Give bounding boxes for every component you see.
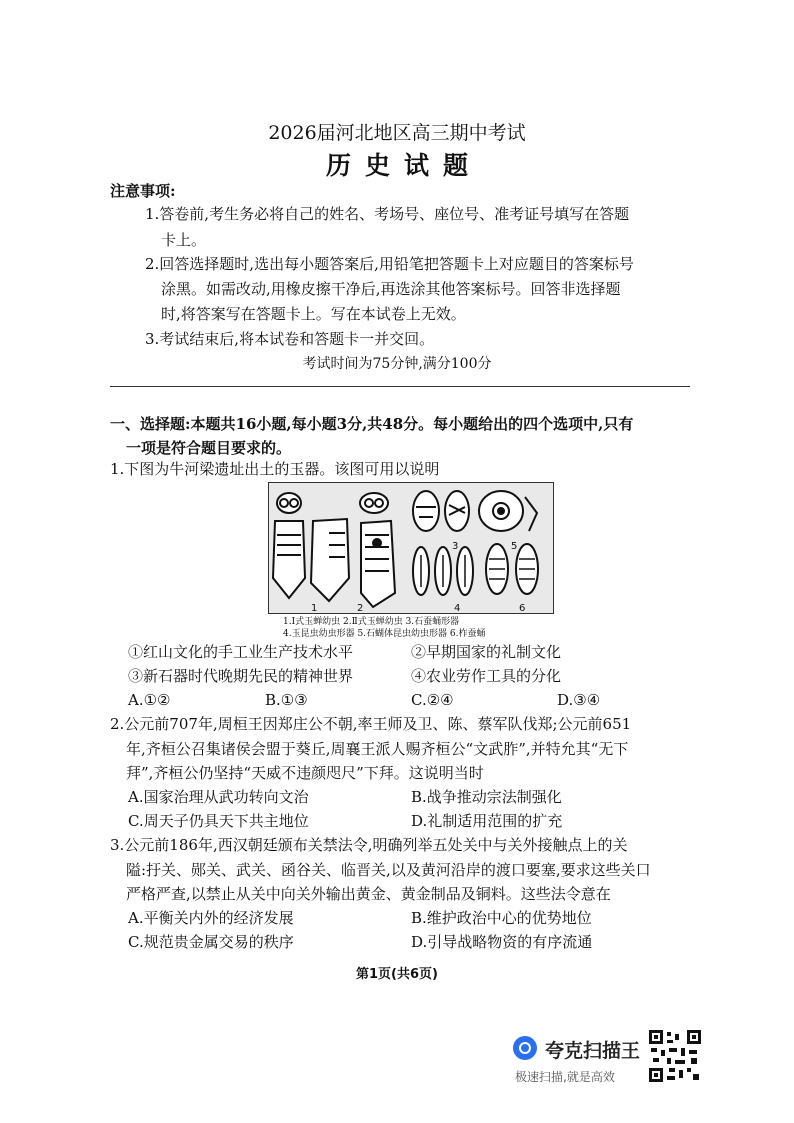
statement: ①红山文化的手工业生产技术水平 bbox=[128, 643, 354, 661]
figure-number: 3 bbox=[452, 541, 459, 552]
question-1-stem: 1.下图为牛河梁遗址出土的玉器。该图可用以说明 bbox=[110, 460, 440, 478]
question-3-stem: 3.公元前186年,西汉朝廷颁布关禁法令,明确列举五处关中与关外接触点上的关 bbox=[110, 836, 628, 854]
watermark-slogan: 极速扫描,就是高效 bbox=[515, 1070, 615, 1084]
figure-number: 1 bbox=[311, 603, 318, 613]
option-d: D.礼制适用范围的扩充 bbox=[411, 812, 563, 830]
notice-line: 3.考试结束后,将本试卷和答题卡一并交回。 bbox=[145, 330, 435, 348]
jade-artifacts-drawing bbox=[269, 483, 553, 613]
option-d: D.引导战略物资的有序流通 bbox=[411, 933, 593, 951]
figure-caption: 4.玉昆虫幼虫形器 5.石蝴体昆虫幼虫形器 6.柞蚕蛹 bbox=[283, 629, 486, 639]
subject-title: 历史试题 bbox=[325, 151, 482, 180]
option-c: C.②④ bbox=[411, 691, 454, 709]
scanner-logo-icon bbox=[513, 1036, 537, 1060]
watermark-brand: 夸克扫描王 bbox=[545, 1040, 641, 1062]
statement: ③新石器时代晚期先民的精神世界 bbox=[128, 667, 354, 685]
option-a: A.国家治理从武功转向文治 bbox=[128, 788, 309, 806]
divider bbox=[110, 386, 690, 387]
question-2-stem: 年,齐桓公召集诸侯会盟于葵丘,周襄王派人赐齐桓公“文武胙”,并特允其“无下 bbox=[126, 740, 629, 758]
page-number: 第1页(共6页) bbox=[356, 967, 438, 982]
option-c: C.周天子仍具天下共主地位 bbox=[128, 812, 309, 830]
option-b: B.①③ bbox=[265, 691, 308, 709]
notice-heading: 注意事项: bbox=[110, 182, 176, 200]
figure-number: 6 bbox=[519, 603, 526, 613]
option-d: D.③④ bbox=[557, 691, 601, 709]
question-2-stem: 2.公元前707年,周桓王因郑庄公不朝,率王师及卫、陈、蔡军队伐郑;公元前651 bbox=[110, 715, 632, 733]
qr-code-icon bbox=[649, 1030, 701, 1082]
exam-time-note: 考试时间为75分钟,满分100分 bbox=[302, 356, 492, 372]
question-2-stem: 拜”,齐桓公仍坚持“天威不违颜咫尺”下拜。这说明当时 bbox=[126, 764, 484, 782]
option-c: C.规范贵金属交易的秩序 bbox=[128, 933, 294, 951]
notice-line: 涂黑。如需改动,用橡皮擦干净后,再选涂其他答案标号。回答非选择题 bbox=[161, 280, 621, 298]
figure-number: 2 bbox=[357, 603, 364, 613]
notice-line: 2.回答选择题时,选出每小题答案后,用铅笔把答题卡上对应题目的答案标号 bbox=[145, 255, 634, 273]
option-b: B.战争推动宗法制强化 bbox=[411, 788, 562, 806]
figure-number: 5 bbox=[511, 541, 518, 552]
option-b: B.维护政治中心的优势地位 bbox=[411, 909, 592, 927]
section-heading: 一、选择题:本题共16小题,每小题3分,共48分。每小题给出的四个选项中,只有 bbox=[110, 415, 634, 433]
option-a: A.平衡关内外的经济发展 bbox=[128, 909, 294, 927]
question-3-stem: 严格严查,以禁止从关中向关外输出黄金、黄金制品及铜料。这些法令意在 bbox=[126, 885, 611, 903]
question-3-stem: 隘:扜关、郧关、武关、函谷关、临晋关,以及黄河沿岸的渡口要塞,要求这些关口 bbox=[126, 861, 651, 879]
figure-caption: 1.Ⅰ式玉蝉幼虫 2.Ⅱ式玉蝉幼虫 3.石蚕蛹形器 bbox=[283, 617, 460, 627]
section-heading: 一项是符合题目要求的。 bbox=[126, 439, 292, 457]
statement: ②早期国家的礼制文化 bbox=[411, 643, 562, 661]
notice-line: 卡上。 bbox=[161, 231, 207, 249]
notice-line: 时,将答案写在答题卡上。写在本试卷上无效。 bbox=[161, 305, 466, 323]
option-a: A.①② bbox=[128, 691, 171, 709]
jade-artifacts-figure bbox=[268, 482, 554, 614]
exam-title: 2026届河北地区高三期中考试 bbox=[268, 122, 526, 144]
notice-line: 1.答卷前,考生务必将自己的姓名、考场号、座位号、准考证号填写在答题 bbox=[145, 205, 630, 223]
figure-number: 4 bbox=[454, 603, 461, 613]
statement: ④农业劳作工具的分化 bbox=[411, 667, 562, 685]
